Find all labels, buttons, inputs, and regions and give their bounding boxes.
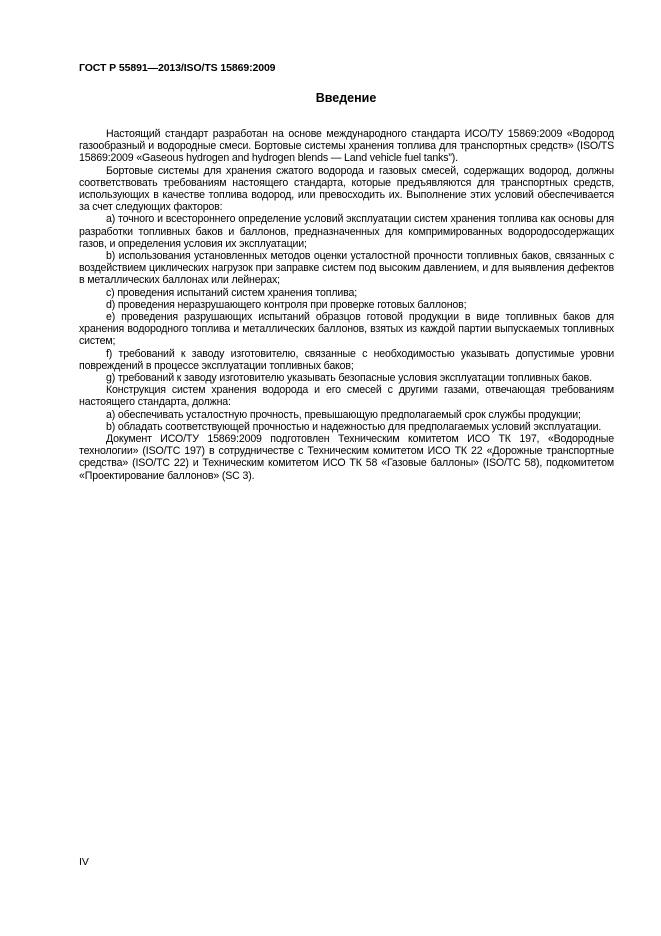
list-item: g) требований к заводу изготовителю указывать безопасные условия эксплуатации топливных баков. — [106, 372, 592, 385]
document-body — [79, 128, 614, 482]
list-item: с) проведения испытаний систем хранения топлива; — [106, 286, 358, 299]
list-item: а) точного и всестороннего определение условий эксплуатации систем хранения топлива как основы для разработки топливных баков и баллонов, предназначенных для компримированных водородосодержащих газов, и определения условия их эксплуатации; — [79, 213, 614, 250]
paragraph: Документ ИСО/ТУ 15869:2009 подготовлен Техническим комитетом ИСО ТК 197, «Водородные технологии» (ISO/TC 197) в сотрудничестве с Техническим комитетом ИСО ТК 22 «Дорожные транспортные средства» (ISO/TC 22) и Техническим комитетом ИСО ТК 58 «Газовые баллоны» (ISO/TC 58), подкомитетом «Проектирование баллонов» (SC 3). — [79, 433, 614, 482]
document-header: ГОСТ Р 55891—2013/ISO/TS 15869:2009 — [79, 62, 276, 74]
section-title: Введение — [315, 91, 377, 105]
list-item: е) проведения разрушающих испытаний образцов готовой продукции в виде топливных баков для хранения водородного топлива и металлических баллонов, взятых из каждой партии выпускаемых топливных систем; — [79, 311, 614, 348]
list-item: b) обладать соответствующей прочностью и надежностью для предполагаемых условий эксплуатации. — [106, 420, 602, 433]
list-item: f) требований к заводу изготовителю, связанные с необходимостью указывать допустимые уровни повреждений в процессе эксплуатации топливных баков; — [79, 347, 614, 372]
paragraph: Конструкция систем хранения водорода и его смесей с другими газами, отвечающая требованиям настоящего стандарта, должна: — [79, 384, 614, 409]
list-item: d) проведения неразрушающего контроля при проверке готовых баллонов; — [106, 298, 467, 311]
list-item: b) использования установленных методов оценки усталостной прочности топливных баков, связанных с воздействием циклических нагрузок при заправке систем под высоким давлением, и для выявления дефектов в металлических баллонах или лейнерах; — [79, 250, 614, 287]
paragraph: Бортовые системы для хранения сжатого водорода и газовых смесей, содержащих водород, должны соответствовать требованиям настоящего стандарта, которые предъявляются для транспортных средств, использующих в качестве топлива водород, или превосходить их. Выполнение этих условий обеспечивается за счет следующих факторов: — [79, 164, 614, 214]
paragraph: Настоящий стандарт разработан на основе международного стандарта ИСО/ТУ 15869:2009 «Водород газообразный и водородные смеси. Бортовые системы хранения топлива для транспортных средств» (ISO/TS 15869:2009 «Gaseous hydrogen and hydrogen blends — Land vehicle fuel tanks”). — [79, 128, 614, 165]
page-number: IV — [79, 856, 89, 868]
list-item: а) обеспечивать усталостную прочность, превышающую предполагаемый срок службы продукции; — [106, 408, 581, 421]
